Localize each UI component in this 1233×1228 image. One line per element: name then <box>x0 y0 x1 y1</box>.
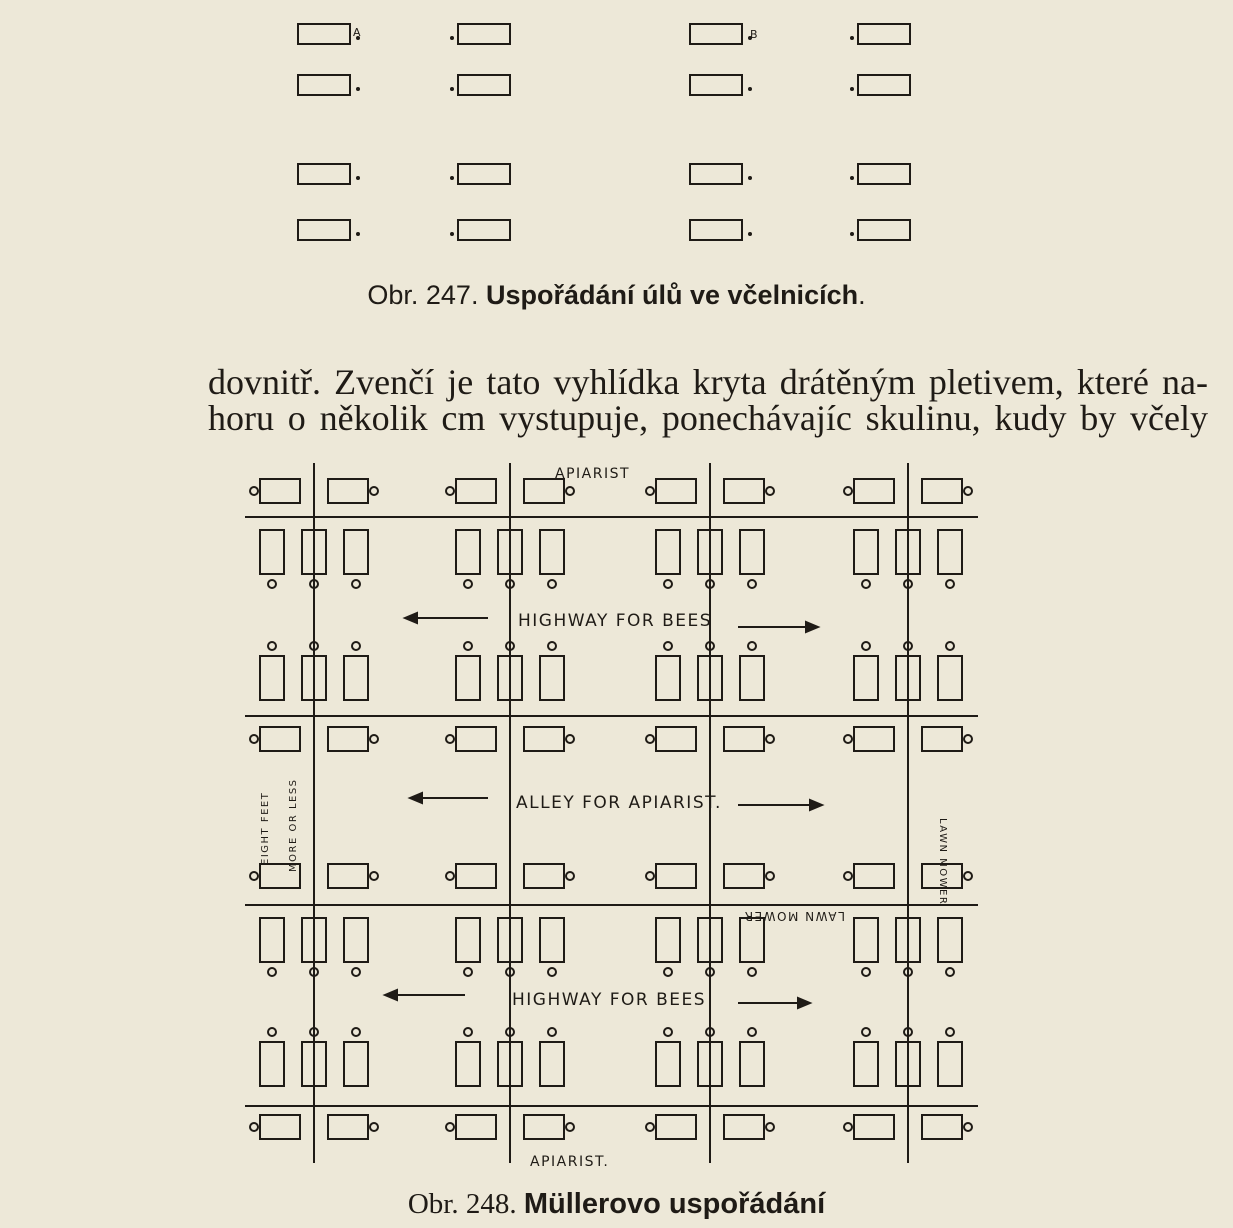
hive-entrance <box>664 1028 672 1036</box>
hive-horizontal <box>854 479 894 503</box>
hive-entrance <box>370 487 378 495</box>
hive-horizontal <box>854 1115 894 1139</box>
hive-entrance <box>352 1028 360 1036</box>
figure-248-caption-title: Müllerovo uspořádání <box>523 1188 826 1220</box>
hive-horizontal <box>524 864 564 888</box>
figure-247-caption-title: Uspořádání úlů ve včelnicích <box>485 280 859 310</box>
hive-vertical <box>656 656 680 700</box>
hive-entrance <box>946 968 954 976</box>
figure-247-caption-prefix: Obr. 247. <box>367 280 479 310</box>
hive-horizontal <box>524 479 564 503</box>
hive-entrance <box>548 642 556 650</box>
hive-horizontal <box>922 1115 962 1139</box>
direction-arrow-head <box>798 998 810 1008</box>
hive-entrance <box>548 580 556 588</box>
hive-entrance <box>370 1123 378 1131</box>
label-apiarist-bottom: APIARIST. <box>530 1154 610 1170</box>
label-highway-for-bees-2: HIGHWAY FOR BEES <box>512 990 707 1010</box>
hive-entrance <box>946 1028 954 1036</box>
hive-horizontal <box>328 1115 368 1139</box>
hive-vertical <box>740 918 764 962</box>
hive-entrance <box>566 1123 574 1131</box>
hive-entrance <box>548 1028 556 1036</box>
hive-vertical <box>456 1042 480 1086</box>
hive-vertical <box>854 530 878 574</box>
direction-arrow-head <box>810 800 822 810</box>
hive-entrance <box>964 872 972 880</box>
label-more-or-less: MORE OR LESS <box>288 778 299 872</box>
hive-vertical <box>740 1042 764 1086</box>
hive-entrance <box>268 580 276 588</box>
hive-entrance <box>766 1123 774 1131</box>
hive-entrance <box>862 642 870 650</box>
hive-vertical <box>740 530 764 574</box>
hive-horizontal <box>456 479 496 503</box>
hive-entrance <box>766 735 774 743</box>
hive-horizontal <box>656 727 696 751</box>
hive-entrance <box>646 735 654 743</box>
hive-entrance <box>446 1123 454 1131</box>
hive-entrance <box>370 872 378 880</box>
hive-entrance <box>946 642 954 650</box>
figure-247-caption-end: . <box>858 280 866 310</box>
label-lawn-mower-vertical: LAWN MOWER <box>937 818 948 906</box>
hive-horizontal <box>854 864 894 888</box>
hive-vertical <box>540 530 564 574</box>
hive-horizontal <box>524 727 564 751</box>
marker-a: A <box>353 26 361 39</box>
hive-horizontal <box>260 479 300 503</box>
hive-vertical <box>740 656 764 700</box>
hive-vertical <box>656 530 680 574</box>
hive-entrance <box>844 1123 852 1131</box>
hive-horizontal <box>456 864 496 888</box>
hive-horizontal <box>260 1115 300 1139</box>
hive-vertical <box>344 1042 368 1086</box>
hive-entrance <box>446 487 454 495</box>
hive-entrance <box>352 580 360 588</box>
hive-horizontal <box>456 1115 496 1139</box>
hive-vertical <box>456 656 480 700</box>
label-eight-feet: EIGHT FEET <box>260 791 271 865</box>
hive-horizontal <box>724 727 764 751</box>
hive-horizontal <box>656 479 696 503</box>
hive-horizontal <box>922 727 962 751</box>
hive-vertical <box>854 918 878 962</box>
figure-248-grid-lines <box>245 463 978 1163</box>
hive-entrance <box>748 968 756 976</box>
label-lawn-mower-inverted: LAWN MOWER <box>743 909 845 923</box>
hive-horizontal <box>260 727 300 751</box>
hive-horizontal <box>724 1115 764 1139</box>
hive-entrance <box>964 1123 972 1131</box>
body-text-line-2: horu o několik cm vystupuje, ponechávajíc skulinu, kudy by včely <box>208 398 1208 438</box>
hive-vertical <box>260 656 284 700</box>
hive-entrance <box>566 735 574 743</box>
hive-entrance <box>250 872 258 880</box>
marker-b: B <box>750 28 758 41</box>
hive-entrance <box>964 487 972 495</box>
direction-arrow-head <box>385 990 397 1000</box>
hive-entrance <box>646 872 654 880</box>
hive-vertical <box>344 918 368 962</box>
hive-entrance <box>664 642 672 650</box>
hive-entrance <box>464 642 472 650</box>
label-highway-for-bees-1: HIGHWAY FOR BEES <box>518 611 713 631</box>
hive-vertical <box>938 1042 962 1086</box>
hive-entrance <box>748 642 756 650</box>
direction-arrow-head <box>410 793 422 803</box>
hive-entrance <box>250 487 258 495</box>
hive-entrance <box>268 968 276 976</box>
hive-vertical <box>938 530 962 574</box>
hive-vertical <box>540 918 564 962</box>
hive-horizontal <box>724 864 764 888</box>
hive-vertical <box>540 656 564 700</box>
hive-vertical <box>656 918 680 962</box>
hive-horizontal <box>922 479 962 503</box>
hive-vertical <box>260 1042 284 1086</box>
hive-horizontal <box>656 1115 696 1139</box>
hive-horizontal <box>854 727 894 751</box>
hive-horizontal <box>456 727 496 751</box>
hive-entrance <box>250 735 258 743</box>
hive-entrance <box>766 872 774 880</box>
hive-vertical <box>938 918 962 962</box>
hive-vertical <box>456 918 480 962</box>
hive-entrance <box>748 580 756 588</box>
hive-vertical <box>854 1042 878 1086</box>
figure-248-caption-prefix: Obr. 248. <box>407 1188 517 1220</box>
hive-entrance <box>646 1123 654 1131</box>
hive-entrance <box>748 1028 756 1036</box>
hive-vertical <box>344 656 368 700</box>
hive-entrance <box>664 968 672 976</box>
hive-entrance <box>964 735 972 743</box>
hive-entrance <box>766 487 774 495</box>
hive-vertical <box>938 656 962 700</box>
hive-entrance <box>844 735 852 743</box>
hive-entrance <box>844 872 852 880</box>
hive-entrance <box>946 580 954 588</box>
direction-arrow-head <box>806 622 818 632</box>
hive-entrance <box>446 872 454 880</box>
hive-entrance <box>446 735 454 743</box>
hive-entrance <box>352 642 360 650</box>
hive-horizontal <box>328 479 368 503</box>
hive-horizontal <box>328 727 368 751</box>
hive-entrance <box>250 1123 258 1131</box>
hive-entrance <box>352 968 360 976</box>
hive-entrance <box>566 872 574 880</box>
body-text-line-1: dovnitř. Zvenčí je tato vyhlídka kryta drátěným pletivem, které na- <box>208 362 1208 402</box>
hive-entrance <box>862 1028 870 1036</box>
hive-vertical <box>260 530 284 574</box>
hive-horizontal <box>656 864 696 888</box>
hive-vertical <box>344 530 368 574</box>
hive-entrance <box>464 1028 472 1036</box>
hive-entrance <box>370 735 378 743</box>
label-alley-for-apiarist: ALLEY FOR APIARIST. <box>516 793 722 813</box>
hive-entrance <box>862 968 870 976</box>
hive-entrance <box>464 968 472 976</box>
hive-vertical <box>540 1042 564 1086</box>
hive-entrance <box>844 487 852 495</box>
hive-horizontal <box>724 479 764 503</box>
direction-arrow-head <box>405 613 417 623</box>
hive-entrance <box>548 968 556 976</box>
hive-entrance <box>664 580 672 588</box>
hive-horizontal <box>328 864 368 888</box>
hive-vertical <box>456 530 480 574</box>
hive-entrance <box>566 487 574 495</box>
hive-horizontal <box>524 1115 564 1139</box>
hive-entrance <box>646 487 654 495</box>
hive-entrance <box>268 642 276 650</box>
hive-vertical <box>656 1042 680 1086</box>
label-apiarist-top: APIARIST <box>555 466 631 482</box>
hive-vertical <box>854 656 878 700</box>
hive-entrance <box>268 1028 276 1036</box>
hive-vertical <box>260 918 284 962</box>
figure-248-caption <box>0 1188 1233 1221</box>
hive-entrance <box>862 580 870 588</box>
hive-entrance <box>464 580 472 588</box>
